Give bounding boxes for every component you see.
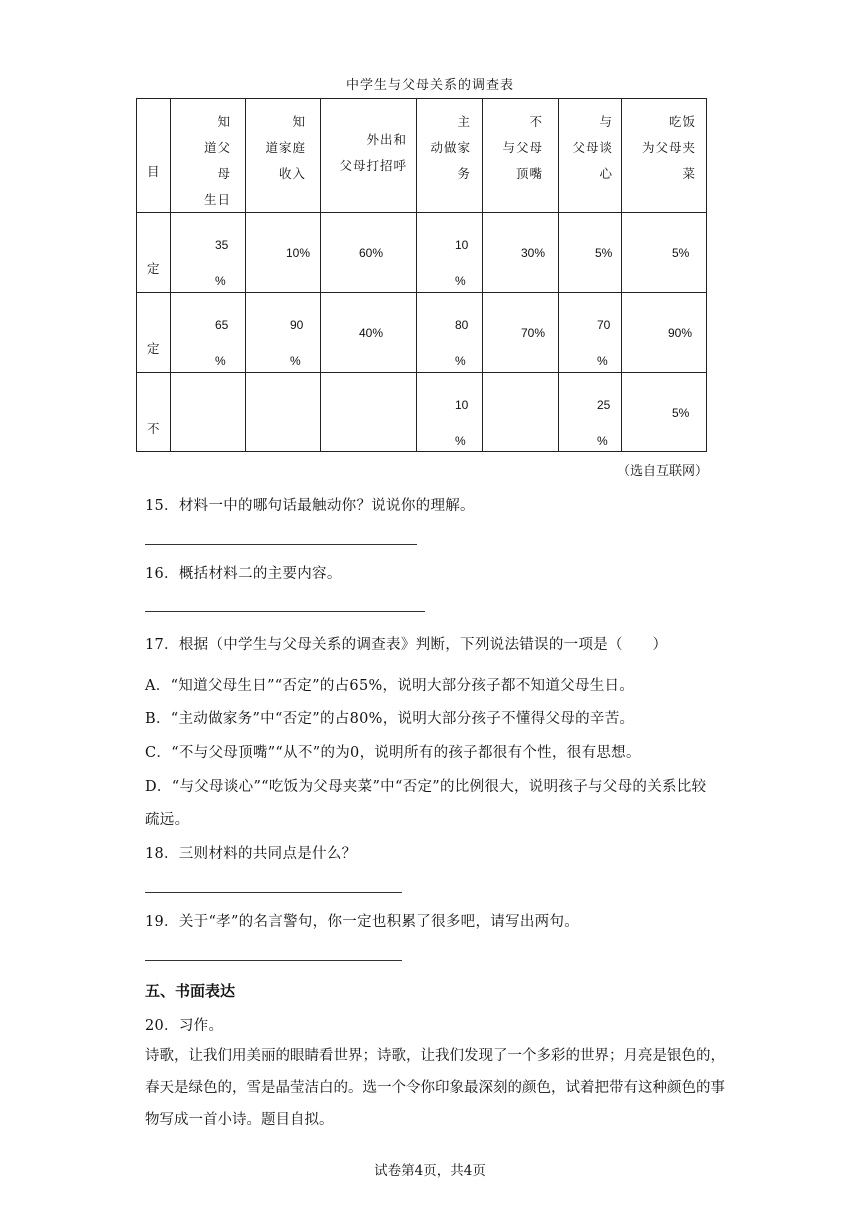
table-cell: 70% (521, 326, 546, 340)
table-cell: 35 % (215, 238, 229, 288)
table-cell: 25 % (597, 398, 611, 448)
question-17: 17．根据（中学生与父母关系的调查表》判断，下列说法错误的一项是（ ） (145, 637, 668, 653)
table-cell: 10% (286, 246, 311, 260)
option-d-continued: 疏远。 (145, 812, 190, 828)
table-source: （选自互联网） (616, 464, 708, 479)
question-18: 18．三则材料的共同点是什么？ (145, 846, 357, 862)
survey-table (136, 98, 707, 452)
header-text: 知 道家庭 收入 (265, 114, 306, 181)
header-text: 主 动做家 务 (430, 114, 471, 181)
table-cell: 10 % (455, 238, 469, 288)
table-row (137, 373, 707, 452)
table-title: 中学生与父母关系的调查表 (345, 78, 514, 93)
table-cell: 10 % (455, 398, 469, 448)
header-cell (246, 99, 321, 213)
option-d[interactable]: D．“与父母谈心”“吃饭为父母夹菜”中“否定”的比例很大，说明孩子与父母的关系比较 (145, 779, 707, 795)
table-cell: 60% (359, 246, 384, 260)
table-row (137, 293, 707, 373)
header-cell (559, 99, 622, 213)
header-text: 知 道父母 生日 (203, 114, 231, 207)
table-row (137, 213, 707, 293)
question-15: 15．材料一中的哪句话最触动你？说说你的理解。 (145, 498, 475, 514)
row-label: 定 (147, 261, 160, 276)
section-heading: 五、书面表达 (145, 982, 236, 1000)
table-cell: 80 % (455, 318, 469, 368)
header-cell (321, 99, 417, 213)
header-cell (622, 99, 707, 213)
option-c[interactable]: C．“不与父母顶嘴”“从不”的为0，说明所有的孩子都很有个性，很有思想。 (145, 745, 641, 761)
question-20: 20．习作。 (145, 1018, 224, 1034)
header-text: 与 父母谈 心 (572, 114, 613, 181)
table-cell: 65 % (215, 318, 229, 368)
answer-line-15[interactable] (145, 544, 417, 545)
header-text: 不 与父母 顶嘴 (502, 114, 543, 181)
row-label-cell (137, 99, 171, 213)
table-cell: 40% (359, 326, 384, 340)
header-text: 吃饭 为父母夹 菜 (641, 114, 696, 181)
row-label: 不 (147, 421, 160, 436)
answer-line-16[interactable] (145, 611, 425, 612)
answer-line-18[interactable] (145, 892, 402, 893)
table-cell: 5% (672, 406, 690, 420)
table-header-row (137, 99, 707, 213)
header-text: 外出和 父母打招呼 (339, 132, 407, 173)
table-cell: 5% (672, 246, 690, 260)
question-16: 16．概括材料二的主要内容。 (145, 566, 342, 582)
table-cell: 90 % (290, 318, 304, 368)
page-footer: 试卷第4页，共4页 (374, 1163, 486, 1179)
answer-line-19[interactable] (145, 960, 402, 961)
writing-prompt: 诗歌，让我们用美丽的眼睛看世界；诗歌，让我们发现了一个多彩的世界；月亮是银色的，春天是绿色的，雪是晶莹洁白的。选一个令你印象最深刻的颜色，试着把带有这种颜色的事物写成一首小诗。题目自拟。 (145, 1048, 725, 1128)
header-cell (417, 99, 483, 213)
header-cell (483, 99, 559, 213)
table-cell: 5% (595, 246, 613, 260)
table-cell: 90% (668, 326, 693, 340)
option-a[interactable]: A．“知道父母生日”“否定”的占65%，说明大部分孩子都不知道父母生日。 (145, 678, 635, 694)
row-label: 定 (147, 341, 160, 356)
row-label: 目 (147, 164, 161, 179)
option-b[interactable]: B．“主动做家务”中“否定”的占80%，说明大部分孩子不懂得父母的辛苦。 (145, 711, 635, 727)
header-cell (171, 99, 246, 213)
question-19: 19．关于“孝”的名言警句，你一定也积累了很多吧，请写出两句。 (145, 914, 580, 930)
table-cell: 70 % (597, 318, 611, 368)
table-cell: 30% (521, 246, 546, 260)
